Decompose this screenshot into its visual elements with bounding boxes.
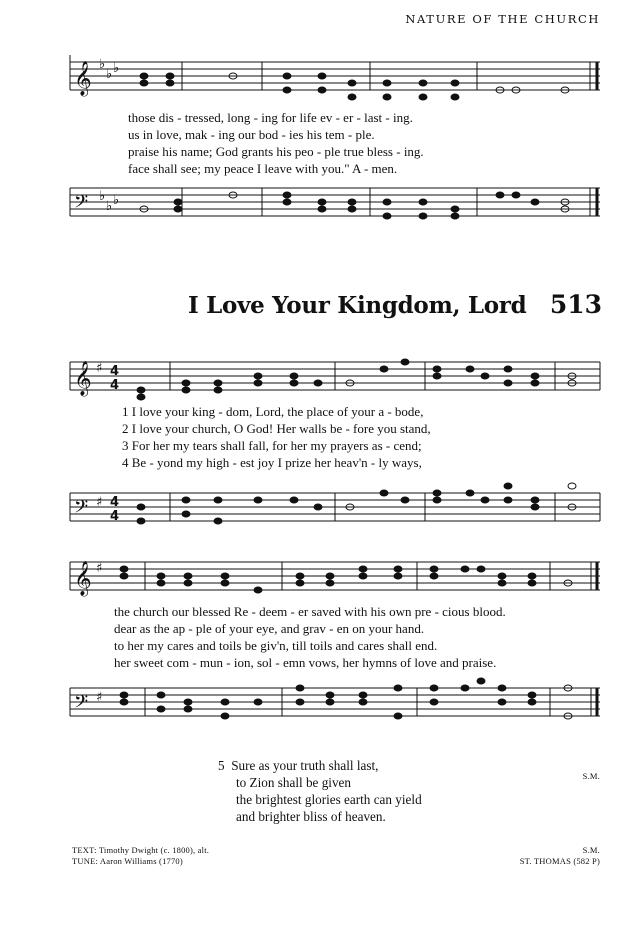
prev-treble-staff <box>70 55 600 90</box>
sys2-lyric-line-1: the church our blessed Re - deem - er saved with his own pre - cious blood. <box>114 604 506 619</box>
svg-text:♭: ♭ <box>113 61 120 76</box>
small-meter: S.M. <box>582 771 600 781</box>
sys1-lyric-line-3: 3 For her my tears shall fall, for her my prayers as - cend; <box>122 438 422 453</box>
svg-text:4: 4 <box>110 495 120 510</box>
treble-clef-icon: 𝄞 <box>74 561 92 596</box>
sys2-treble-staff <box>70 562 600 590</box>
bass-clef-icon: 𝄢 <box>74 497 89 522</box>
treble-clef-icon: 𝄞 <box>74 361 92 396</box>
hymn-title: I Love Your Kingdom, Lord <box>188 292 527 319</box>
sys1-lyric-line-2: 2 I love your church, O God! Her walls be - fore you stand, <box>122 421 431 436</box>
prev-lyric-line-2: us in love, mak - ing our bod - ies his tem - ple. <box>128 127 375 142</box>
stanza-5-line-2: to Zion shall be given <box>236 775 352 790</box>
svg-text:♭: ♭ <box>106 199 113 214</box>
sys2-lyric-line-3: to her my cares and toils be giv'n, till toils and cares shall end. <box>114 638 438 653</box>
sys2-lyric-line-4: her sweet com - mun - ion, sol - emn vows, her hymns of love and praise. <box>114 655 497 670</box>
svg-text:♯: ♯ <box>96 361 103 376</box>
svg-text:4: 4 <box>110 364 120 379</box>
stanza-5-line-1: Sure as your truth shall last, <box>231 758 379 773</box>
prev-lyric-line-4: face shall see; my peace I leave with you." A - men. <box>128 161 398 176</box>
bass-clef-icon: 𝄢 <box>74 192 89 217</box>
tune-credit: TUNE: Aaron Williams (1770) <box>72 856 183 866</box>
svg-text:♯: ♯ <box>96 495 103 510</box>
prev-lyric-line-3: praise his name; God grants his peo - ple true bless - ing. <box>128 144 424 159</box>
svg-text:♯: ♯ <box>96 690 103 705</box>
section-header: NATURE OF THE CHURCH <box>405 12 600 26</box>
svg-text:4: 4 <box>110 509 120 524</box>
svg-text:♭: ♭ <box>113 193 120 208</box>
treble-clef-icon: 𝄞 <box>74 61 92 96</box>
stanza-5-line-4: and brighter bliss of heaven. <box>236 809 386 824</box>
stanza-5 <box>218 757 422 825</box>
svg-text:♭: ♭ <box>99 189 106 204</box>
sys2-bass-staff <box>70 688 600 716</box>
svg-text:♭: ♭ <box>99 57 106 72</box>
meter: S.M. <box>582 845 600 855</box>
stanza-5-number: 5 <box>218 758 225 773</box>
tune-name: ST. THOMAS (582 P) <box>519 856 600 866</box>
hymn-number: 513 <box>549 290 602 319</box>
text-credit: TEXT: Timothy Dwight (c. 1800), alt. <box>72 845 210 855</box>
prev-bass-staff <box>70 188 600 216</box>
sys1-lyric-line-4: 4 Be - yond my high - est joy I prize her heav'n - ly ways, <box>122 455 422 470</box>
sys1-bass-staff <box>70 493 600 521</box>
sys1-treble-staff <box>70 362 600 390</box>
svg-text:♯: ♯ <box>96 561 103 576</box>
prev-lyric-line-1: those dis - tressed, long - ing for life ev - er - last - ing. <box>128 110 413 125</box>
svg-text:♭: ♭ <box>106 67 113 82</box>
sys1-lyric-line-1: 1 I love your king - dom, Lord, the place of your a - bode, <box>122 404 424 419</box>
svg-text:4: 4 <box>110 378 120 393</box>
stanza-5-line-3: the brightest glories earth can yield <box>236 792 422 807</box>
bass-clef-icon: 𝄢 <box>74 692 89 717</box>
sys2-lyric-line-2: dear as the ap - ple of your eye, and grav - en on your hand. <box>114 621 425 636</box>
